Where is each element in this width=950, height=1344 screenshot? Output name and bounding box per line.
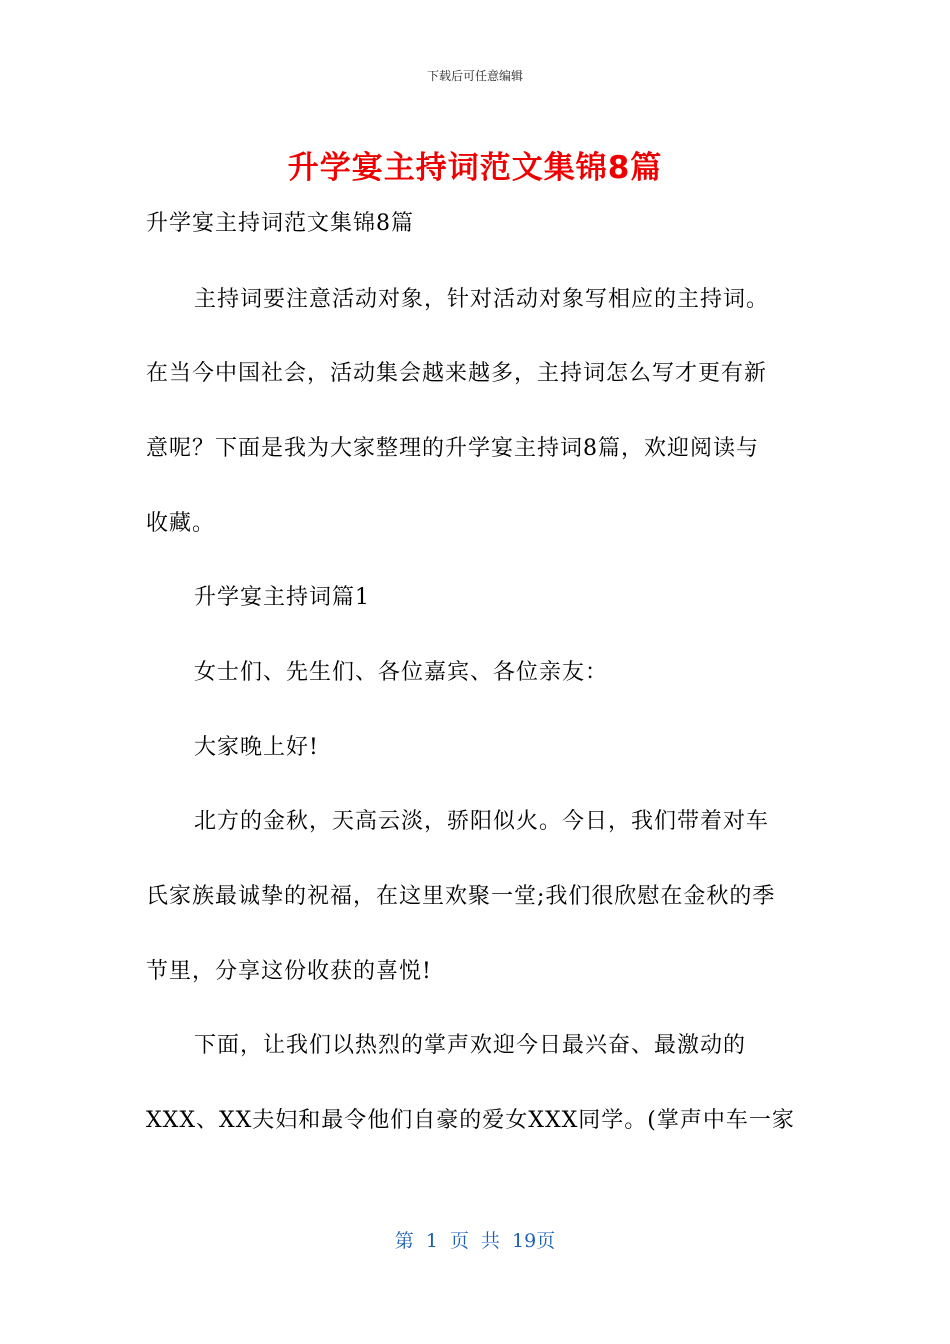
paragraph-line: 氏家族最诚挚的祝福，在这里欢聚一堂;我们很欣慰在金秋的季 <box>146 884 776 909</box>
header-note: 下载后可任意编辑 <box>426 69 523 83</box>
paragraph-line: 北方的金秋，天高云淡，骄阳似火。今日，我们带着对车 <box>194 809 770 834</box>
paragraph-line: XXX、XX夫妇和最令他们自豪的爱女XXX同学。(掌声中车一家 <box>146 1108 795 1133</box>
paragraph-line: 主持词要注意活动对象，针对活动对象写相应的主持词。 <box>194 287 770 312</box>
page-number-footer: 第 1 页 共 19页 <box>394 1230 556 1252</box>
paragraph-line: 大家晚上好! <box>194 735 319 760</box>
paragraph-line: 收藏。 <box>146 511 216 536</box>
paragraph-line: 节里，分享这份收获的喜悦! <box>146 959 432 984</box>
section-heading: 升学宴主持词篇1 <box>194 585 370 610</box>
paragraph-line: 下面，让我们以热烈的掌声欢迎今日最兴奋、最激动的 <box>194 1033 747 1058</box>
subtitle-line: 升学宴主持词范文集锦8篇 <box>146 211 414 236</box>
paragraph-line: 在当今中国社会，活动集会越来越多，主持词怎么写才更有新 <box>146 361 768 386</box>
paragraph-line: 意呢？下面是我为大家整理的升学宴主持词8篇，欢迎阅读与 <box>146 436 759 461</box>
document-title: 升学宴主持词范文集锦8篇 <box>287 150 663 186</box>
paragraph-line: 女士们、先生们、各位嘉宾、各位亲友： <box>194 660 609 685</box>
